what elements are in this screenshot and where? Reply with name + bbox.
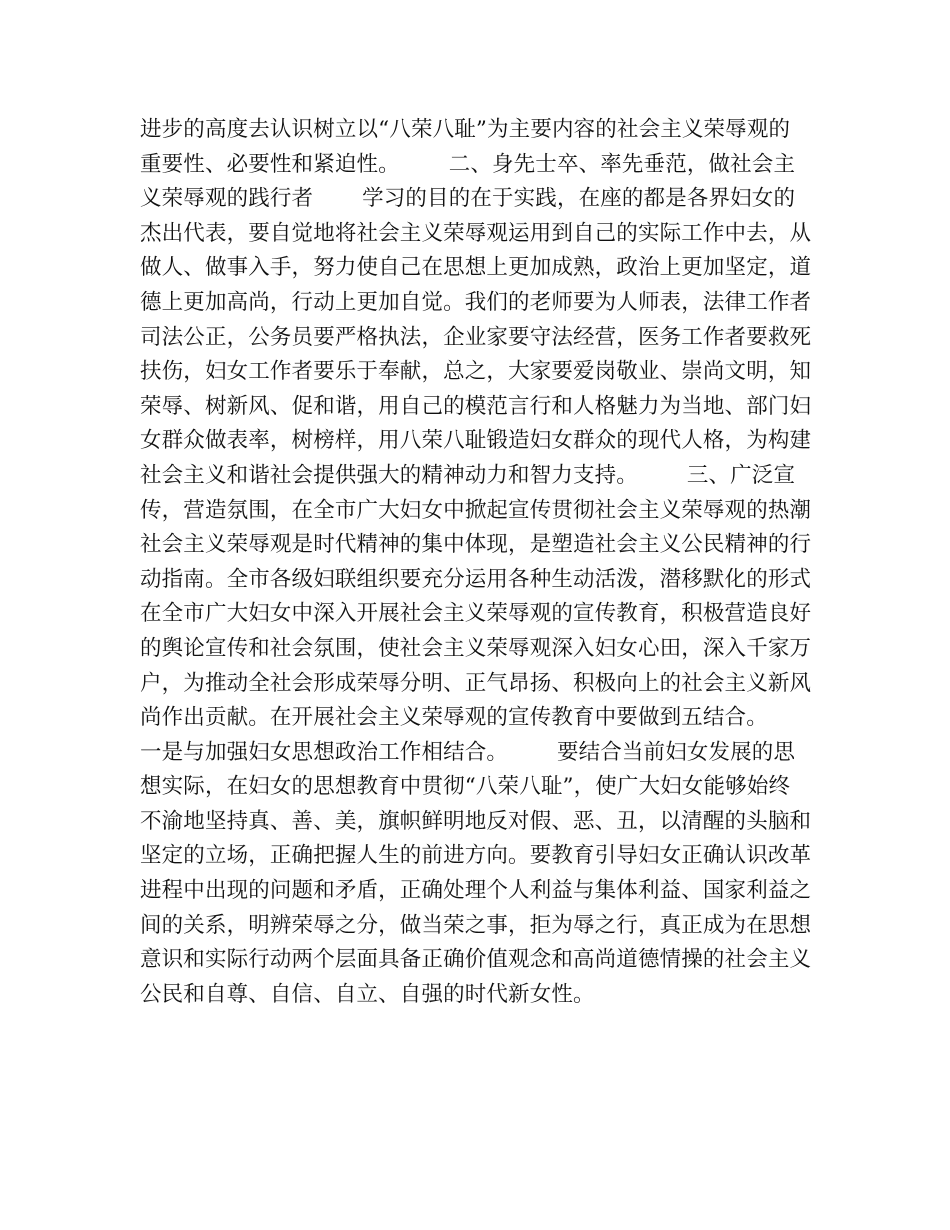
text-line: 做人、做事入手，努力使自己在思想上更加成熟，政治上更加坚定，道 — [140, 255, 812, 281]
text-line: 不渝地坚持真、善、美，旗帜鲜明地反对假、恶、丑，以清醒的头脑和 — [140, 808, 812, 834]
text-line: 德上更加高尚，行动上更加自觉。我们的老师要为人师表，法律工作者 — [140, 289, 812, 315]
text-line: 想实际，在妇女的思想教育中贯彻“八荣八耻”，使广大妇女能够始终 — [140, 774, 791, 800]
text-line: 户，为推动全社会形成荣辱分明、正气昂扬、积极向上的社会主义新风 — [140, 670, 812, 696]
text-line: 公民和自尊、自信、自立、自强的时代新女性。 — [140, 981, 595, 1007]
text-line: 传，营造氛围，在全市广大妇女中掀起宣传贯彻社会主义荣辱观的热潮 — [140, 497, 812, 523]
text-line: 社会主义和谐社会提供强大的精神动力和智力支持。 三、广泛宣 — [140, 462, 796, 488]
text-line: 进程中出现的问题和矛盾，正确处理个人利益与集体利益、国家利益之 — [140, 878, 812, 904]
text-line: 间的关系，明辨荣辱之分，做当荣之事，拒为辱之行，真正成为在思想 — [140, 912, 812, 938]
text-line: 在全市广大妇女中深入开展社会主义荣辱观的宣传教育，积极营造良好 — [140, 601, 812, 627]
text-line: 司法公正，公务员要严格执法，企业家要守法经营，医务工作者要救死 — [140, 324, 812, 350]
text-line: 社会主义荣辱观是时代精神的集中体现，是塑造社会主义公民精神的行 — [140, 532, 812, 558]
text-line: 荣辱、树新风、促和谐，用自己的模范言行和人格魅力为当地、部门妇 — [140, 393, 812, 419]
text-line: 扶伤，妇女工作者要乐于奉献，总之，大家要爱岗敬业、崇尚文明，知 — [140, 359, 812, 385]
text-line: 尚作出贡献。在开展社会主义荣辱观的宣传教育中要做到五结合。 — [140, 705, 768, 731]
text-line: 动指南。全市各级妇联组织要充分运用各种生动活泼，潜移默化的形式 — [140, 566, 812, 592]
text-line: 的舆论宣传和社会氛围，使社会主义荣辱观深入妇女心田，深入千家万 — [140, 635, 812, 661]
text-line: 女群众做表率，树榜样，用八荣八耻锻造妇女群众的现代人格，为构建 — [140, 428, 812, 454]
text-line: 一是与加强妇女思想政治工作相结合。 要结合当前妇女发展的思 — [140, 739, 796, 765]
text-line: 进步的高度去认识树立以“八荣八耻”为主要内容的社会主义荣辱观的 — [140, 117, 791, 142]
text-line: 坚定的立场，正确把握人生的前进方向。要教育引导妇女正确认识改革 — [140, 843, 812, 869]
text-line: 意识和实际行动两个层面具备正确价值观念和高尚道德情操的社会主义 — [140, 947, 812, 973]
text-line: 义荣辱观的践行者 学习的目的在于实践，在座的都是各界妇女的 — [140, 186, 796, 212]
text-line: 重要性、必要性和紧迫性。 二、身先士卒、率先垂范，做社会主 — [140, 151, 796, 177]
body-text — [140, 113, 820, 1012]
text-line: 杰出代表，要自觉地将社会主义荣辱观运用到自己的实际工作中去，从 — [140, 220, 812, 246]
